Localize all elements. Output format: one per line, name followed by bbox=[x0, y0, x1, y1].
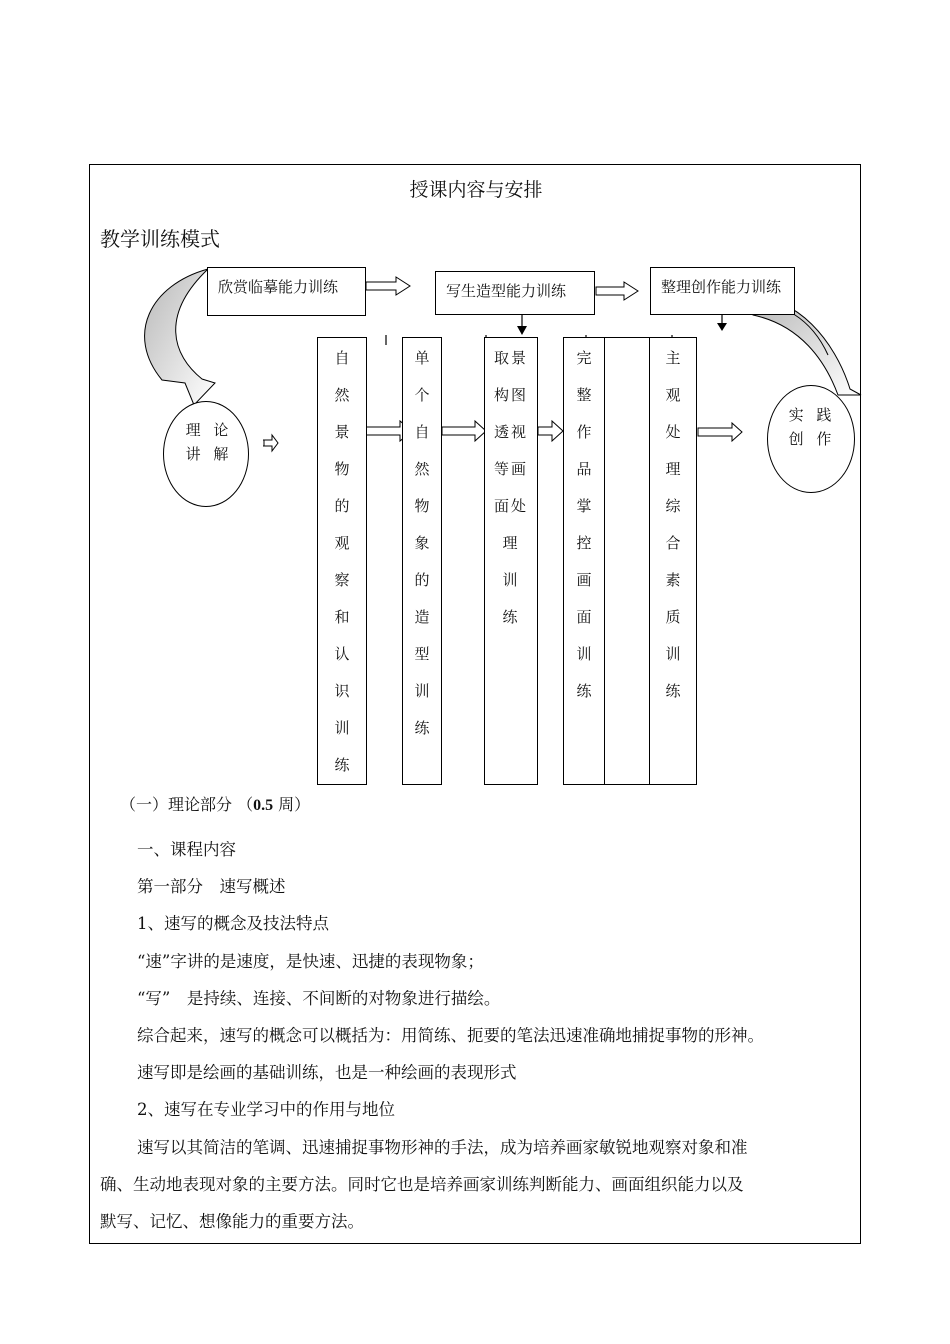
body-line: “写” 是持续、连接、不间断的对物象进行描绘。 bbox=[137, 988, 501, 1008]
column-char: 象 bbox=[414, 534, 430, 552]
column-char: 景 bbox=[334, 423, 350, 441]
column-char: 自 bbox=[414, 423, 430, 441]
column-char: 合 bbox=[665, 534, 681, 552]
body-line: 确、生动地表现对象的主要方法。同时它也是培养画家训练判断能力、画面组织能力以及 bbox=[100, 1174, 744, 1194]
column-char: 练 bbox=[502, 608, 520, 626]
column-char: 作 bbox=[576, 423, 592, 441]
body-line: 1、速写的概念及技法特点 bbox=[137, 914, 329, 934]
column-char: 练 bbox=[334, 756, 350, 774]
section-heading bbox=[120, 792, 310, 815]
arrow-col-3 bbox=[538, 421, 563, 441]
column-char: 个 bbox=[414, 386, 430, 404]
column-char: 识 bbox=[334, 682, 350, 700]
column-char: 认 bbox=[334, 645, 350, 663]
body-line: “速”字讲的是速度，是快速、迅捷的表现物象； bbox=[137, 951, 484, 971]
column-char: 主 bbox=[665, 349, 681, 367]
column-char: 型 bbox=[414, 645, 430, 663]
column-char: 综 bbox=[665, 497, 681, 515]
body-line: 一、课程内容 bbox=[137, 840, 236, 859]
column-composition bbox=[484, 337, 538, 785]
column-single-object bbox=[402, 337, 442, 785]
box-sketching-modeling bbox=[435, 271, 595, 315]
arrow-theory bbox=[264, 435, 278, 451]
box-creation-label: 整理创作能力训练 bbox=[661, 278, 782, 296]
column-char: 训 bbox=[502, 571, 520, 589]
column-char: 质 bbox=[665, 608, 681, 626]
column-observation bbox=[317, 337, 367, 785]
column-char: 单 bbox=[414, 349, 430, 367]
column-char: 构图 bbox=[493, 386, 528, 404]
content-frame bbox=[89, 164, 861, 1244]
column-char: 品 bbox=[576, 460, 592, 478]
practice-text bbox=[782, 403, 842, 451]
column-char: 察 bbox=[334, 571, 350, 589]
column-divider bbox=[604, 337, 650, 785]
practice-line-1: 实 践 bbox=[788, 406, 836, 424]
arrow-top-1 bbox=[366, 277, 410, 295]
column-char: 控 bbox=[576, 534, 592, 552]
column-char: 的 bbox=[414, 571, 430, 589]
arrow-col-5 bbox=[698, 423, 742, 441]
theory-line-2: 讲 解 bbox=[185, 445, 233, 463]
column-char: 掌 bbox=[576, 497, 592, 515]
column-char: 面 bbox=[576, 608, 592, 626]
arrow-col-2 bbox=[442, 421, 486, 441]
body-line: 默写、记忆、想像能力的重要方法。 bbox=[100, 1212, 364, 1232]
column-char: 自 bbox=[334, 349, 350, 367]
column-char: 等画 bbox=[493, 460, 528, 478]
section-prefix: （一）理论部分 （ bbox=[120, 795, 254, 814]
column-char: 练 bbox=[414, 719, 430, 737]
column-char: 练 bbox=[576, 682, 592, 700]
section-suffix: 周） bbox=[273, 795, 311, 814]
column-char: 物 bbox=[334, 460, 350, 478]
theory-line-1: 理 论 bbox=[185, 421, 233, 439]
column-char: 素 bbox=[665, 571, 681, 589]
section-weeks: 0.5 bbox=[253, 797, 274, 814]
curved-arrow-left bbox=[145, 269, 215, 405]
body-line: 速写以其简洁的笔调、迅速捕捉事物形神的手法，成为培养画家敏锐地观察对象和准 bbox=[137, 1137, 748, 1157]
box-creation bbox=[650, 267, 795, 315]
column-char: 训 bbox=[414, 682, 430, 700]
column-char: 取景 bbox=[493, 349, 528, 367]
body-line: 2、速写在专业学习中的作用与地位 bbox=[137, 1100, 395, 1120]
column-char: 画 bbox=[576, 571, 592, 589]
column-char: 理 bbox=[502, 534, 520, 552]
column-char: 练 bbox=[665, 682, 681, 700]
box-sketching-label: 写生造型能力训练 bbox=[446, 282, 567, 300]
column-char: 理 bbox=[665, 460, 681, 478]
column-char: 面处 bbox=[493, 497, 528, 515]
box-appreciation-label: 欣赏临摹能力训练 bbox=[218, 278, 339, 296]
box-appreciation-copying bbox=[207, 267, 366, 316]
theory-text bbox=[179, 418, 239, 466]
body-line: 第一部分 速写概述 bbox=[137, 877, 286, 897]
body-text bbox=[100, 831, 855, 1240]
column-char: 完 bbox=[576, 349, 592, 367]
column-char: 观 bbox=[665, 386, 681, 404]
column-char: 训 bbox=[665, 645, 681, 663]
column-char: 然 bbox=[414, 460, 430, 478]
column-char: 训 bbox=[334, 719, 350, 737]
column-char: 造 bbox=[414, 608, 430, 626]
column-char: 然 bbox=[334, 386, 350, 404]
arrow-top-2 bbox=[596, 282, 638, 300]
column-char: 训 bbox=[576, 645, 592, 663]
column-char: 的 bbox=[334, 497, 350, 515]
column-char: 和 bbox=[334, 608, 350, 626]
column-char: 整 bbox=[576, 386, 592, 404]
column-complete-work bbox=[563, 337, 605, 785]
column-char: 处 bbox=[665, 423, 681, 441]
column-char: 物 bbox=[414, 497, 430, 515]
column-subjective bbox=[649, 337, 697, 785]
practice-line-2: 创 作 bbox=[788, 430, 836, 448]
page-title: 授课内容与安排 bbox=[409, 179, 543, 201]
column-char: 观 bbox=[334, 534, 350, 552]
mode-title: 教学训练模式 bbox=[100, 227, 220, 251]
body-line: 速写即是绘画的基础训练，也是一种绘画的表现形式 bbox=[137, 1063, 517, 1083]
body-line: 综合起来，速写的概念可以概括为：用简练、扼要的笔法迅速准确地捕捉事物的形神。 bbox=[137, 1026, 764, 1046]
column-char: 透视 bbox=[493, 423, 528, 441]
